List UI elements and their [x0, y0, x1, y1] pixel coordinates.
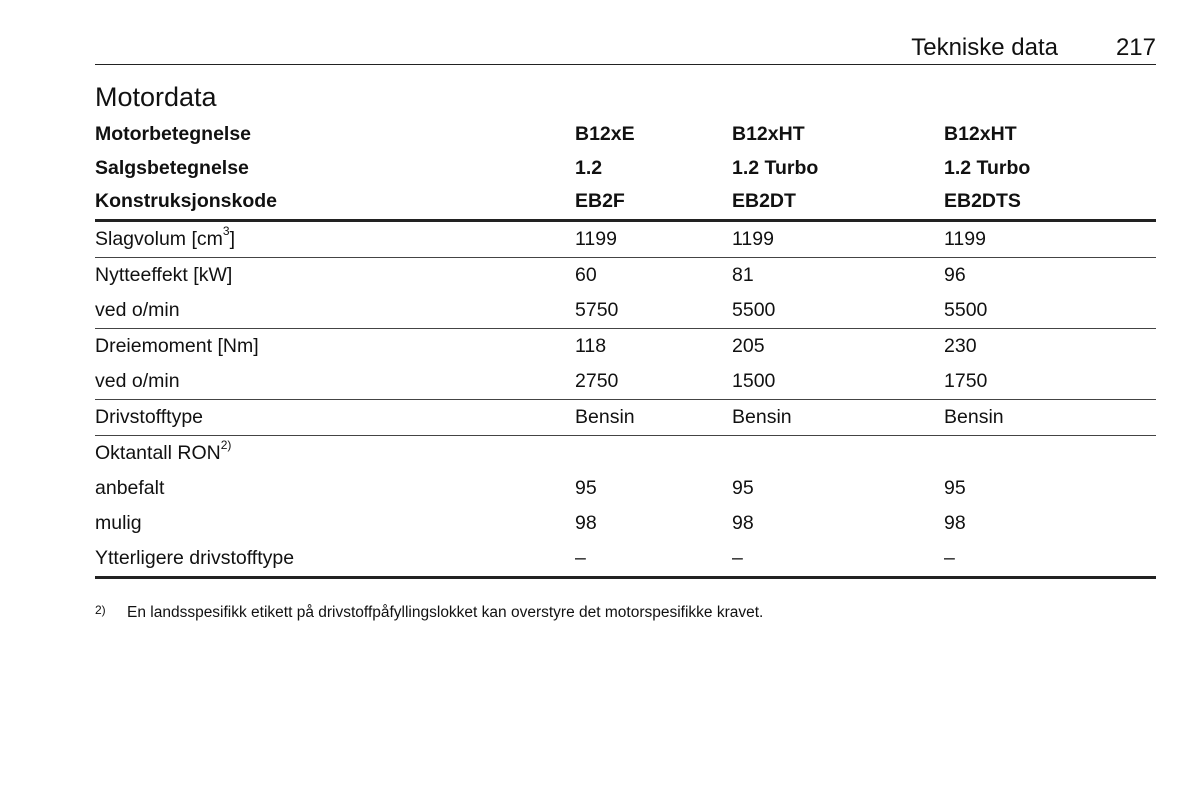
table-cell: 1.2 Turbo	[944, 156, 1031, 179]
row-label: Ytterligere drivstofftype	[95, 541, 575, 578]
row-label: Nytteeffekt [kW]	[95, 263, 233, 286]
row-label: Slagvolum $[cm^3]$	[95, 220, 575, 257]
table-cell: 2750	[575, 364, 732, 400]
table-cell: –	[944, 541, 1156, 578]
table-row-nytteeffekt-rpm	[95, 293, 1156, 329]
footnote	[95, 604, 763, 622]
table-row-anbefalt	[95, 471, 1156, 506]
table-cell: 5500	[944, 293, 1156, 329]
table-cell: 1750	[944, 364, 1156, 400]
row-label: Drivstofftype	[95, 399, 575, 435]
table-cell: 95	[575, 476, 597, 499]
table-cell: –	[732, 541, 944, 578]
engine-data-table	[95, 118, 1156, 579]
table-cell	[575, 435, 732, 471]
superscript: 3	[222, 224, 230, 238]
footnote-mark: 2)	[95, 603, 106, 617]
table-cell: B12xHT	[732, 123, 805, 146]
table-row-ytterligere	[95, 541, 1156, 578]
row-label: ved o/min	[95, 364, 575, 400]
table-cell: 5500	[732, 293, 944, 329]
table-cell: EB2DTS	[944, 185, 1156, 220]
table-cell: 5750	[575, 293, 732, 329]
table-cell: 205	[732, 334, 765, 357]
row-label: Salgsbetegnelse	[95, 156, 249, 179]
table-row-drivstofftype	[95, 399, 1156, 435]
row-label: Motorbetegnelse	[95, 123, 252, 146]
table-cell: Bensin	[732, 399, 944, 435]
table-row-salgsbetegnelse	[95, 152, 1156, 186]
table-cell: 118	[575, 334, 607, 357]
table-cell: 95	[732, 476, 754, 499]
table-row-dreiemoment-rpm	[95, 364, 1156, 400]
table-cell: 60	[575, 263, 597, 286]
table-cell: B12xE	[575, 123, 635, 146]
table-cell: EB2DT	[732, 185, 944, 220]
table-cell: 98	[944, 511, 966, 534]
section-title: Tekniske data	[911, 34, 1058, 61]
table-row-oktantall	[95, 435, 1156, 471]
table-cell: Bensin	[575, 399, 732, 435]
row-label: ved o/min	[95, 293, 575, 329]
row-label: Dreiemoment [Nm]	[95, 334, 259, 357]
table-cell: 1.2	[575, 156, 603, 179]
table-cell: 1500	[732, 364, 944, 400]
table-row-mulig	[95, 506, 1156, 541]
table-row-konstruksjonskode	[95, 185, 1156, 220]
table-cell	[732, 435, 944, 471]
table-cell: 96	[944, 263, 966, 286]
footnote-ref: 2)	[220, 438, 232, 452]
table-cell: 98	[732, 511, 754, 534]
table-cell: 230	[944, 334, 977, 357]
table-cell: 1.2 Turbo	[732, 156, 819, 179]
table-cell	[944, 435, 1156, 471]
table-cell: 1199	[944, 220, 1156, 257]
table-cell: 1199	[732, 220, 944, 257]
page-number: 217	[1115, 34, 1156, 61]
table-cell: 98	[575, 511, 597, 534]
table-cell: 81	[732, 263, 754, 286]
table-cell: EB2F	[575, 185, 732, 220]
table-cell: Bensin	[944, 399, 1156, 435]
table-cell: 1199	[575, 220, 732, 257]
table-row-motorbetegnelse	[95, 118, 1156, 152]
footnote-text: En landsspesifikk etikett på drivstoffpåfyllingslokket kan overstyre det motorspesifikke kravet.	[127, 604, 764, 621]
row-label: anbefalt	[95, 476, 165, 499]
row-label: Oktantall RON$^{2)}$	[95, 438, 232, 464]
table-row-nytteeffekt	[95, 257, 1156, 293]
table-row-dreiemoment	[95, 328, 1156, 364]
page-header	[95, 30, 1156, 65]
table-cell: 95	[944, 476, 966, 499]
row-label: mulig	[95, 511, 142, 534]
table-row-slagvolum	[95, 220, 1156, 257]
row-label: Konstruksjonskode	[95, 185, 575, 220]
table-cell: –	[575, 541, 732, 578]
table-cell: B12xHT	[944, 123, 1017, 146]
page-title: Motordata	[95, 82, 217, 112]
